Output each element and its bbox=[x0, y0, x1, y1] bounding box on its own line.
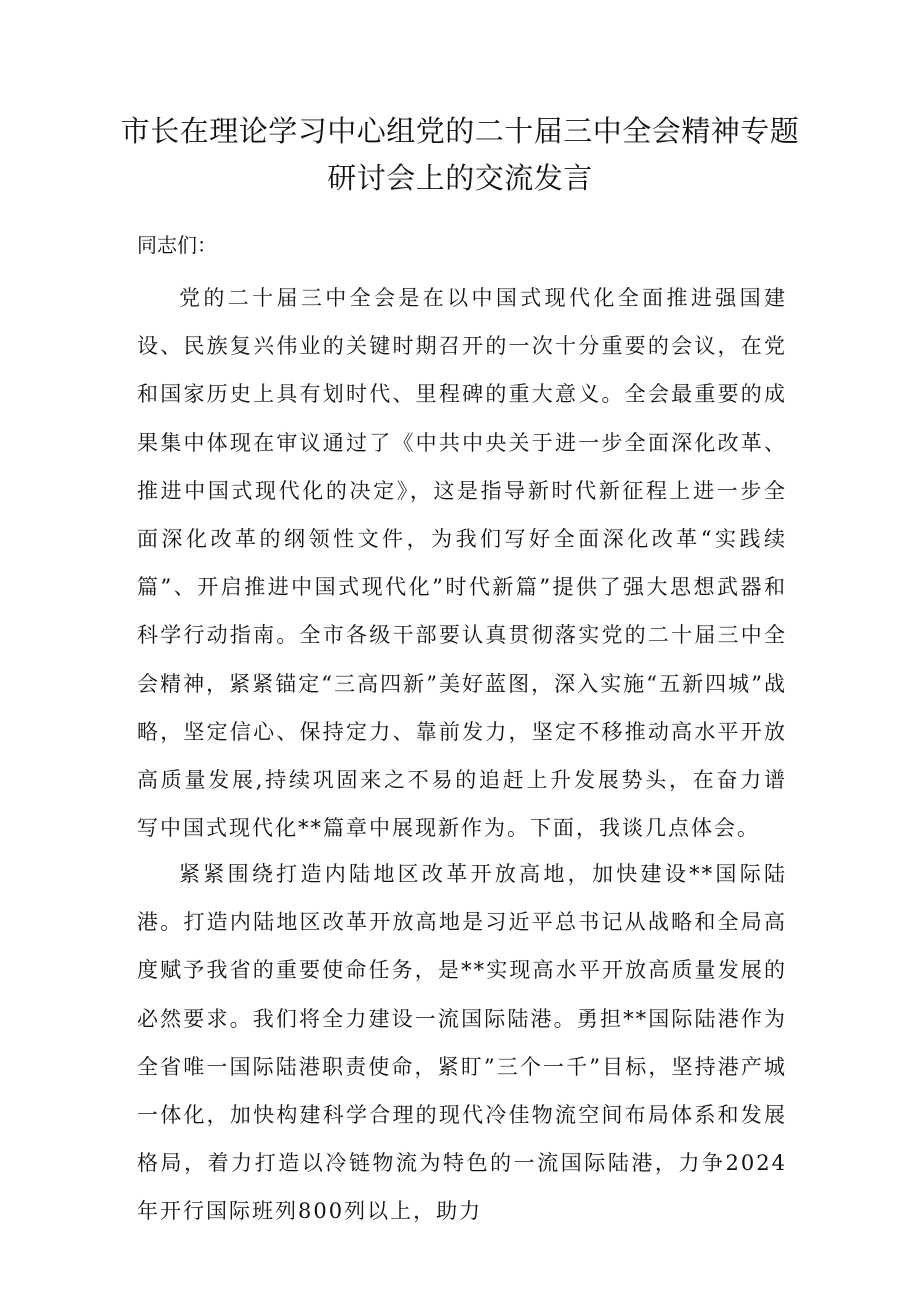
salutation: 同志们： bbox=[137, 233, 217, 257]
body-paragraph-1: 党的二十届三中全会是在以中国式现代化全面推进强国建设、民族复兴伟业的关键时期召开的一次十分重要的会议，在党和国家历史上具有划时代、里程碑的重大意义。全会最重要的成果集中体现在审议通过了《中共中央关于进一步全面深化改革、推进中国式现代化的决定》，这是指导新时代新征程上进一步全面深化改革的纲领性文件，为我们写好全面深化改革“实践续篇”、开启推进中国式现代化”时代新篇”提供了强大思想武器和科学行动指南。全市各级干部要认真贯彻落实党的二十届三中全会精神，紧紧锚定“三高四新”美好蓝图，深入实施“五新四城”战略，坚定信心、保持定力、靠前发力，坚定不移推动高水平开放高质量发展,持续巩固来之不易的追赶上升发展势头，在奋力谱写中国式现代化**篇章中展现新作为。下面，我谈几点体会。 bbox=[137, 286, 787, 841]
body-paragraph-2: 紧紧围绕打造内陆地区改革开放高地，加快建设**国际陆港。打造内陆地区改革开放高地是习近平总书记从战略和全局高度赋予我省的重要使命任务，是**实现高水平开放高质量发展的必然要求。我们将全力建设一流国际陆港。勇担**国际陆港作为全省唯一国际陆港职责使命，紧盯”三个一千”目标，坚持港产城一体化，加快构建科学合理的现代冷佳物流空间布局体系和发展格局，着力打造以冷链物流为特色的一流国际陆港，力争2024年开行国际班列800列以上，助力 bbox=[137, 862, 787, 1224]
document-title-line-2: 研讨会上的交流发言 bbox=[327, 161, 593, 195]
document-title-line-1: 市长在理论学习中心组党的二十届三中全会精神专题 bbox=[120, 114, 800, 148]
